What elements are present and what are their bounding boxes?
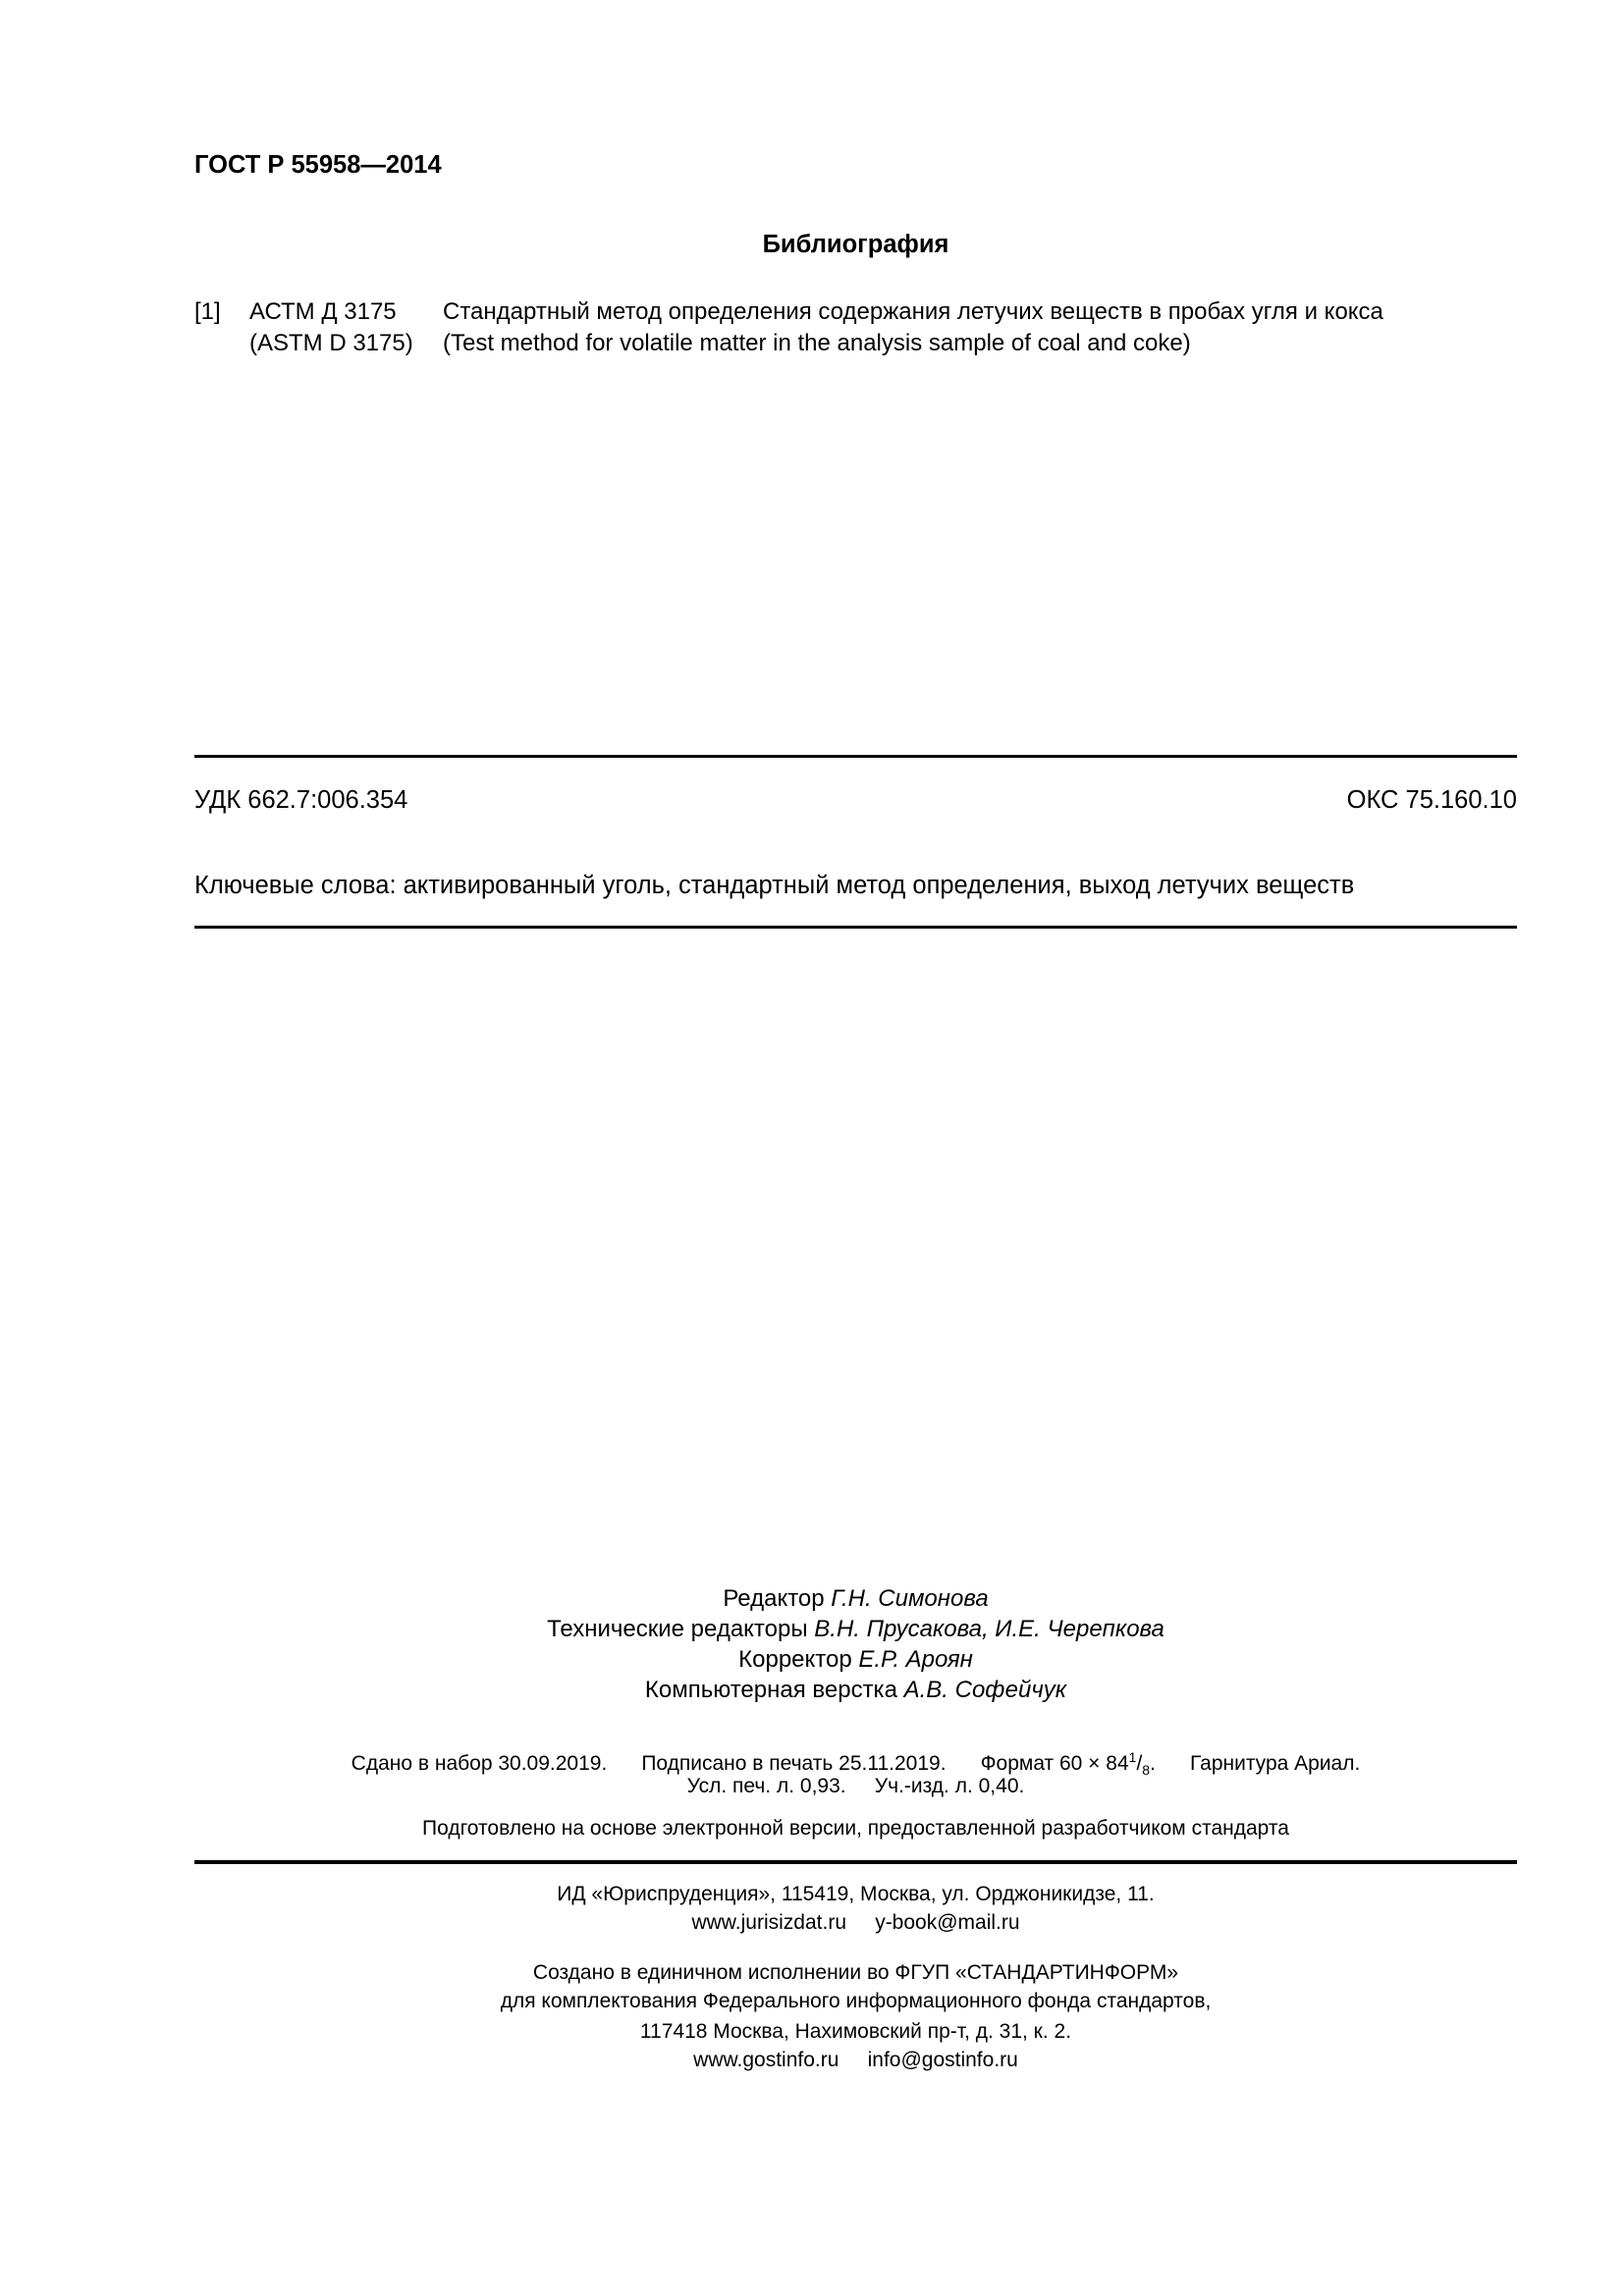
producer-line: Создано в единичном исполнении во ФГУП «СТАНДАРТИНФОРМ»	[532, 1961, 1179, 1984]
udc-code: УДК 662.7:006.354	[194, 786, 408, 814]
credit-name: Г.Н. Симонова	[831, 1585, 989, 1612]
entry-number: [1]	[194, 298, 221, 325]
publisher-contacts	[194, 1910, 1517, 1935]
oks-code: ОКС 75.160.10	[1346, 786, 1517, 814]
publisher-email[interactable]: y-book@mail.ru	[875, 1911, 1020, 1934]
entry-title: Стандартный метод определения содержания летучих веществ в пробах угля и кокса	[443, 298, 1383, 325]
divider	[194, 1860, 1517, 1864]
producer-website[interactable]: www.gostinfo.ru	[693, 2049, 839, 2071]
producer-contacts	[194, 2048, 1517, 2072]
divider	[194, 926, 1517, 929]
print-sheets: Усл. печ. л. 0,93.	[686, 1775, 846, 1797]
keywords: Ключевые слова: активированный уголь, стандартный метод определения, выход летучих веществ	[194, 872, 1355, 899]
producer-line: для комплектования Федерального информационного фонда стандартов,	[500, 1990, 1212, 2012]
credit-line	[194, 1677, 1517, 1704]
credit-line	[194, 1585, 1517, 1613]
divider	[194, 755, 1517, 758]
credit-role: Редактор	[723, 1585, 825, 1612]
format-numerator: 1	[1128, 1749, 1137, 1765]
format-denominator: 8	[1142, 1762, 1151, 1779]
credit-line	[194, 1616, 1517, 1643]
document-id: ГОСТ Р 55958—2014	[194, 151, 442, 179]
credit-name: А.В. Софейчук	[903, 1677, 1067, 1703]
credit-name: В.Н. Прусакова, И.Е. Черепкова	[814, 1616, 1164, 1642]
format-text: Формат 60 × 84	[980, 1752, 1129, 1775]
bibliography-title: Библиография	[762, 231, 949, 258]
entry-code-en: (ASTM D 3175)	[249, 330, 413, 356]
producer-email[interactable]: info@gostinfo.ru	[867, 2049, 1018, 2071]
entry-code: АСТМ Д 3175	[249, 298, 397, 325]
typeface: Гарнитура Ариал.	[1189, 1752, 1361, 1775]
credit-line	[194, 1646, 1517, 1674]
publisher-address: ИД «Юриспруденция», 115419, Москва, ул. Орджоникидзе, 11.	[557, 1883, 1155, 1905]
imprint-sheets	[194, 1774, 1517, 1798]
credit-role: Корректор	[738, 1646, 852, 1673]
producer-address: 117418 Москва, Нахимовский пр-т, д. 31, к. 2.	[639, 2020, 1072, 2043]
credit-name: Е.Р. Ароян	[858, 1646, 973, 1673]
credit-role: Компьютерная верстка	[644, 1677, 897, 1703]
entry-title-en: (Test method for volatile matter in the analysis sample of coal and coke)	[443, 330, 1191, 356]
submitted-date: Сдано в набор 30.09.2019.	[351, 1752, 608, 1775]
paper-format: Формат $60 \times 84^1/_8$.	[980, 1749, 1156, 1779]
publication-sheets: Уч.-изд. л. 0,40.	[874, 1775, 1025, 1797]
publisher-website[interactable]: www.jurisizdat.ru	[691, 1911, 846, 1934]
format-suffix: .	[1150, 1752, 1156, 1775]
prepared-note: Подготовлено на основе электронной версии, предоставленной разработчиком стандарта	[422, 1817, 1289, 1840]
credit-role: Технические редакторы	[547, 1616, 808, 1642]
signed-date: Подписано в печать 25.11.2019.	[641, 1752, 947, 1775]
